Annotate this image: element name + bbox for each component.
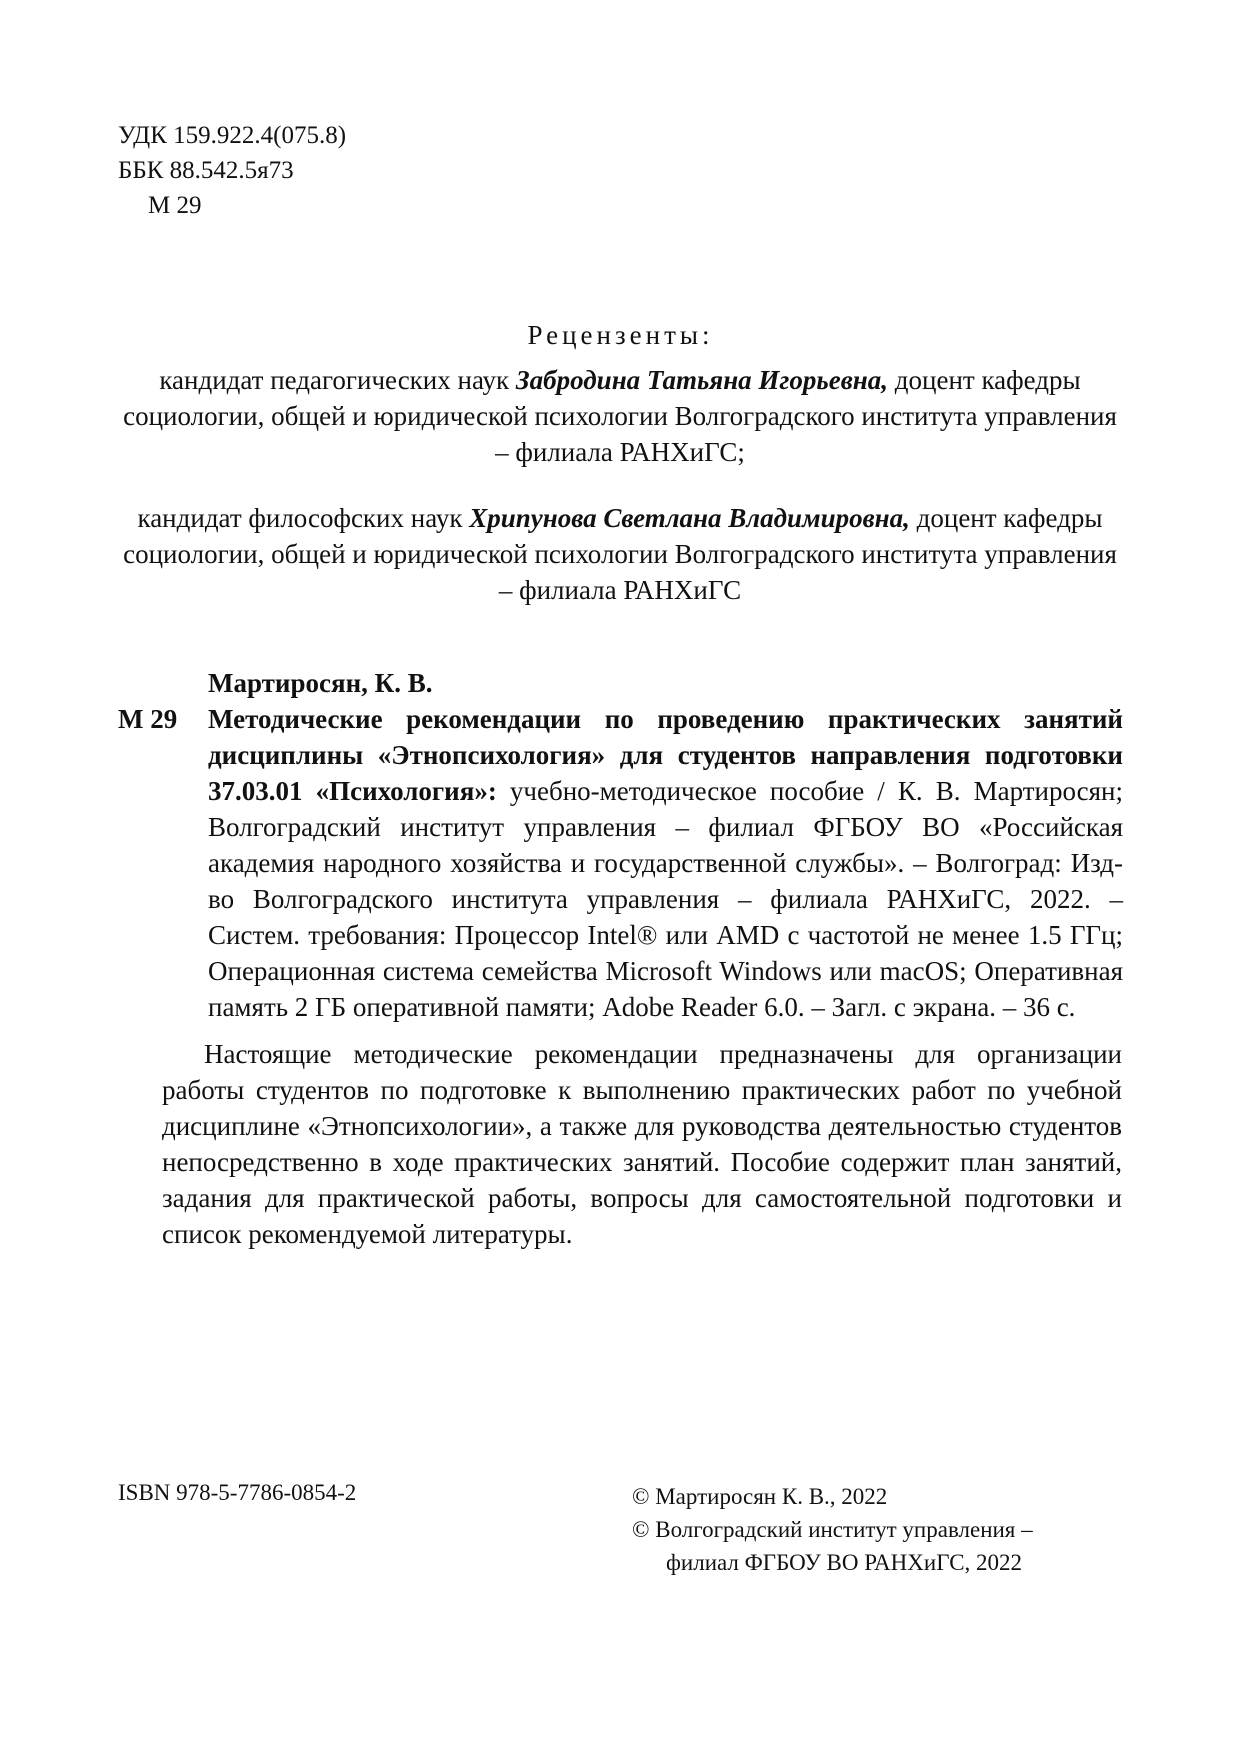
copyright-institution: © Волгоградский институт управления – — [632, 1517, 1033, 1542]
udk-code: УДК 159.922.4(075.8) — [118, 122, 347, 149]
author-mark: М 29 — [148, 192, 202, 219]
copyright-block — [632, 1480, 1033, 1579]
catalog-description: учебно-методическое пособие / К. В. Мартиросян; Волгоградский институт управления – филиал ФГБОУ ВО «Российская академия народного хозяйства и государственной службы». – Волгоград: Изд-во Волгоградского института управления – филиала РАНХиГС, 2022. – Систем. требования: Процессор Intel® или AMD с частотой не менее 1.5 ГГц; Операционная система семейства Microsoft Windows или macOS; Оперативная память 2 ГБ оперативной памяти; Adobe Reader 6.0. – Загл. с экрана. – 36 с. — [208, 776, 1123, 1022]
reviewer-degree: кандидат педагогических наук — [159, 365, 516, 395]
classification-codes — [118, 118, 346, 223]
reviewer-position: доцент кафедры социологии, общей и юридической психологии Волгоградского института управления – филиала РАНХиГС; — [123, 365, 1117, 467]
catalog-body — [208, 701, 1123, 1025]
isbn: ISBN 978-5-7786-0854-2 — [118, 1480, 357, 1505]
bibliographic-record — [118, 665, 1123, 1025]
catalog-code: М 29 — [118, 704, 178, 734]
catalog-author: Мартиросян, К. В. — [208, 668, 433, 698]
reviewer-entry — [120, 362, 1120, 470]
reviewer-entry — [120, 500, 1120, 608]
reviewer-position: доцент кафедры социологии, общей и юридической психологии Волгоградского института управления – филиала РАНХиГС — [123, 503, 1117, 605]
reviewer-name: Забродина Татьяна Игорьевна, — [515, 365, 889, 395]
copyright-institution-cont: филиал ФГБОУ ВО РАНХиГС, 2022 — [666, 1550, 1023, 1575]
catalog-title: Методические рекомендации по проведению практических занятий дисциплины «Этнопсихология» для студентов направления подготовки 37.03.01 «Психология»: — [208, 704, 1123, 806]
reviewers-heading: Рецензенты: — [527, 320, 714, 350]
reviewer-degree: кандидат философских наук — [137, 503, 470, 533]
reviewer-name: Хрипунова Светлана Владимировна, — [469, 503, 910, 533]
copyright-author: © Мартиросян К. В., 2022 — [632, 1484, 888, 1509]
bbk-code: ББК 88.542.5я73 — [118, 157, 294, 184]
annotation — [162, 1036, 1122, 1252]
annotation-text: Настоящие методические рекомендации предназначены для организации работы студентов по подготовке к выполнению практических работ по учебной дисциплине «Этнопсихологии», а также для руководства деятельностью студентов непосредственно в ходе практических занятий. Пособие содержит план занятий, задания для практической работы, вопросы для самостоятельной подготовки и список рекомендуемой литературы. — [162, 1039, 1122, 1249]
